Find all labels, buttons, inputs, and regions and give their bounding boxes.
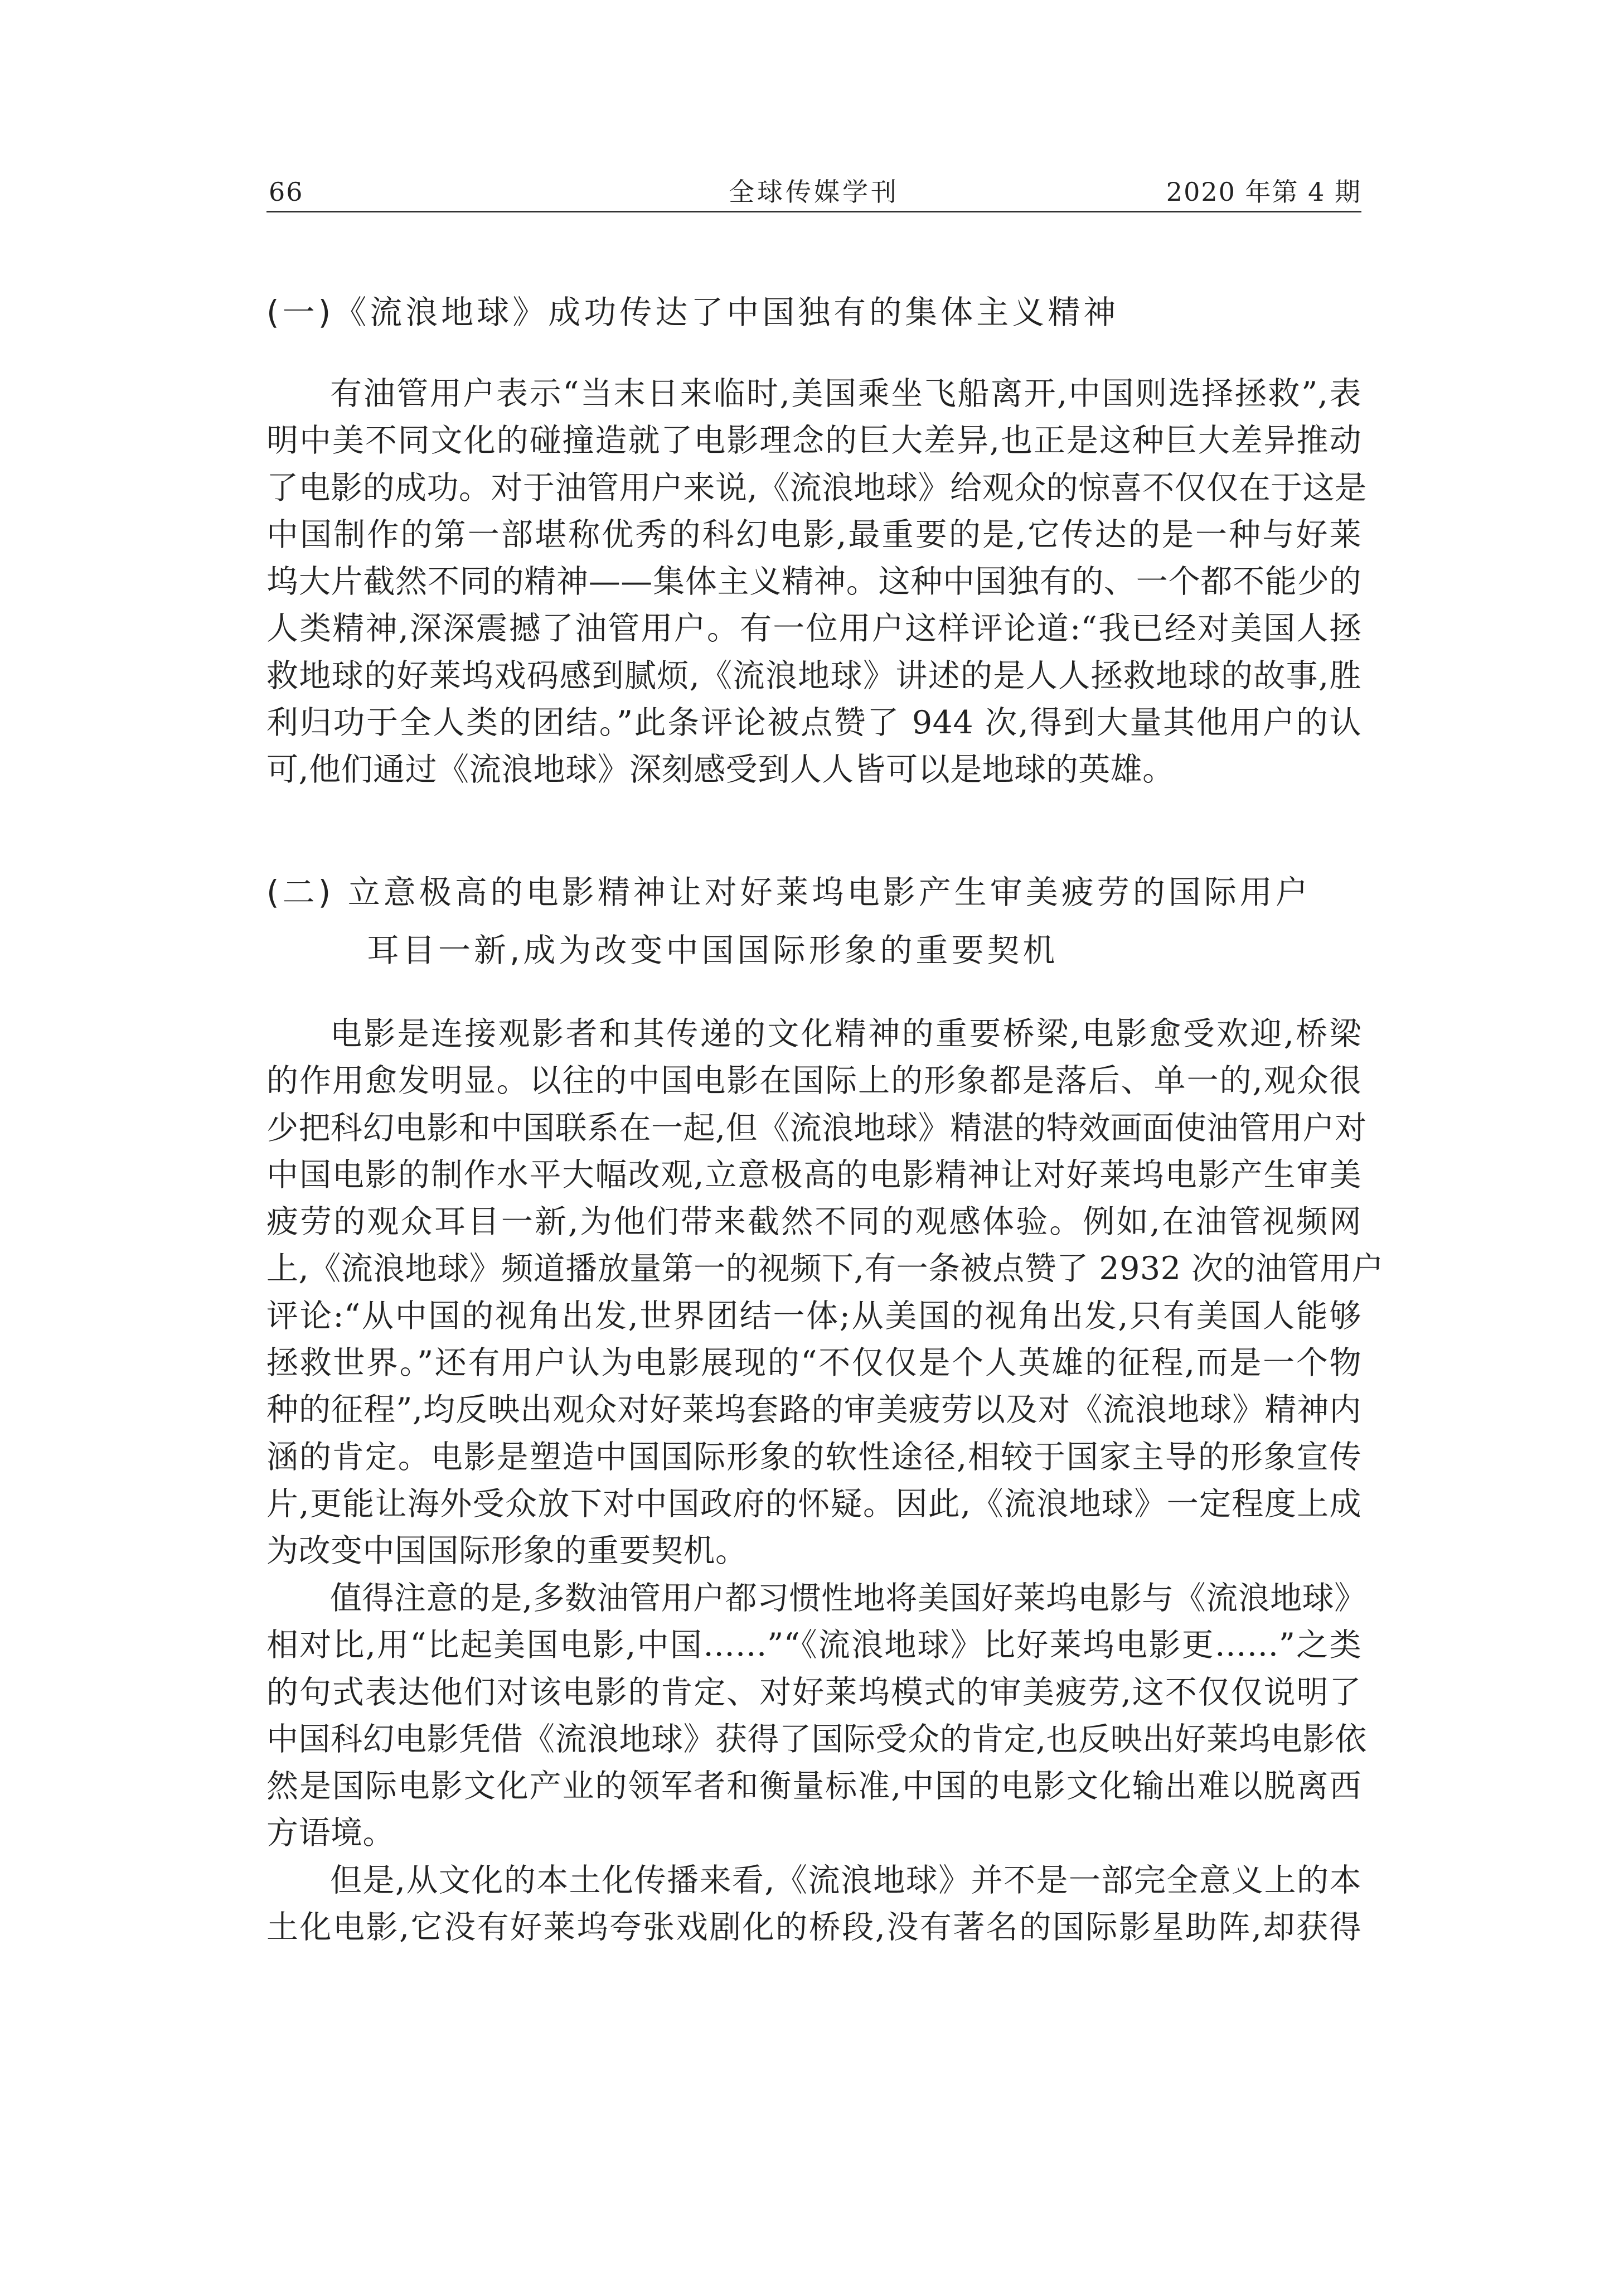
paragraph-line: 电影是连接观影者和其传递的文化精神的重要桥梁,电影愈受欢迎,桥梁 <box>330 1015 1361 1052</box>
paragraph-line: 相对比,用“比起美国电影,中国……”“《流浪地球》比好莱坞电影更……”之类 <box>266 1627 1361 1664</box>
paragraph <box>266 1857 1361 1951</box>
paragraph-line: 救地球的好莱坞戏码感到腻烦,《流浪地球》讲述的是人人拯救地球的故事,胜 <box>266 657 1361 694</box>
paragraph-line: 坞大片截然不同的精神——集体主义精神。这种中国独有的、一个都不能少的 <box>266 563 1361 601</box>
paragraph-line: 种的征程”,均反映出观众对好莱坞套路的审美疲劳以及对《流浪地球》精神内 <box>266 1391 1361 1429</box>
section-heading-2 <box>266 863 1361 979</box>
paragraph-line: 有油管用户表示“当末日来临时,美国乘坐飞船离开,中国则选择拯救”,表 <box>330 375 1361 412</box>
paragraph-line: 人类精神,深深震撼了油管用户。有一位用户这样评论道:“我已经对美国人拯 <box>266 610 1361 647</box>
paragraph-line: 土化电影,它没有好莱坞夸张戏剧化的桥段,没有著名的国际影星助阵,却获得 <box>266 1909 1361 1946</box>
paragraph-line: 的句式表达他们对该电影的肯定、对好莱坞模式的审美疲劳,这不仅仅说明了 <box>266 1673 1361 1711</box>
section-heading-1-text: (一)《流浪地球》成功传达了中国独有的集体主义精神 <box>266 293 1119 331</box>
paragraph-line: 然是国际电影文化产业的领军者和衡量标准,中国的电影文化输出难以脱离西 <box>266 1768 1361 1805</box>
paragraph-line: 涵的肯定。电影是塑造中国国际形象的软性途径,相较于国家主导的形象宣传 <box>266 1438 1361 1476</box>
running-header <box>266 167 1361 212</box>
paragraph-line: 明中美不同文化的碰撞造就了电影理念的巨大差异,也正是这种巨大差异推动 <box>266 422 1361 459</box>
journal-title: 全球传媒学刊 <box>729 177 899 207</box>
paragraph-line: 可,他们通过《流浪地球》深刻感受到人人皆可以是地球的英雄。 <box>266 751 1175 789</box>
paragraph-line: 利归功于全人类的团结。”此条评论被点赞了 944 次,得到大量其他用户的认 <box>266 704 1361 742</box>
page-number: 66 <box>269 177 304 207</box>
paragraph-line: 中国科幻电影凭借《流浪地球》获得了国际受众的肯定,也反映出好莱坞电影依 <box>266 1720 1367 1758</box>
paragraph-line: 疲劳的观众耳目一新,为他们带来截然不同的观感体验。例如,在油管视频网 <box>266 1203 1361 1241</box>
paragraph-line: 但是,从文化的本土化传播来看,《流浪地球》并不是一部完全意义上的本 <box>330 1862 1361 1899</box>
paragraph-line: 了电影的成功。对于油管用户来说,《流浪地球》给观众的惊喜不仅仅在于这是 <box>266 469 1367 506</box>
paragraph-line: 拯救世界。”还有用户认为电影展现的“不仅仅是个人英雄的征程,而是一个物 <box>266 1344 1361 1382</box>
paragraph-line: 少把科幻电影和中国联系在一起,但《流浪地球》精湛的特效画面使油管用户对 <box>266 1109 1367 1147</box>
paragraph-line: 中国电影的制作水平大幅改观,立意极高的电影精神让对好莱坞电影产生审美 <box>266 1156 1361 1193</box>
issue-label: 2020 年第 4 期 <box>1166 177 1361 207</box>
paragraph-line: 中国制作的第一部堪称优秀的科幻电影,最重要的是,它传达的是一种与好莱 <box>266 516 1361 553</box>
paragraph-line: 上,《流浪地球》频道播放量第一的视频下,有一条被点赞了 2932 次的油管用户 <box>266 1250 1384 1288</box>
paragraph-line: 为改变中国国际形象的重要契机。 <box>266 1532 748 1570</box>
paragraph-line: 的作用愈发明显。以往的中国电影在国际上的形象都是落后、单一的,观众很 <box>266 1062 1361 1100</box>
paragraph-line: 片,更能让海外受众放下对中国政府的怀疑。因此,《流浪地球》一定程度上成 <box>266 1485 1361 1522</box>
section-heading-1 <box>266 283 1361 341</box>
section-heading-2-line1: (二) 立意极高的电影精神让对好莱坞电影产生审美疲劳的国际用户 <box>266 873 1311 911</box>
paragraph-line: 评论:“从中国的视角出发,世界团结一体;从美国的视角出发,只有美国人能够 <box>266 1297 1361 1334</box>
paragraph-line: 方语境。 <box>266 1815 395 1852</box>
paragraph-line: 值得注意的是,多数油管用户都习惯性地将美国好莱坞电影与《流浪地球》 <box>330 1580 1366 1617</box>
paragraph <box>266 1010 1384 1575</box>
paragraph <box>266 370 1367 794</box>
paragraph <box>266 1575 1367 1857</box>
section-heading-2-line2: 耳目一新,成为改变中国国际形象的重要契机 <box>367 931 1059 969</box>
